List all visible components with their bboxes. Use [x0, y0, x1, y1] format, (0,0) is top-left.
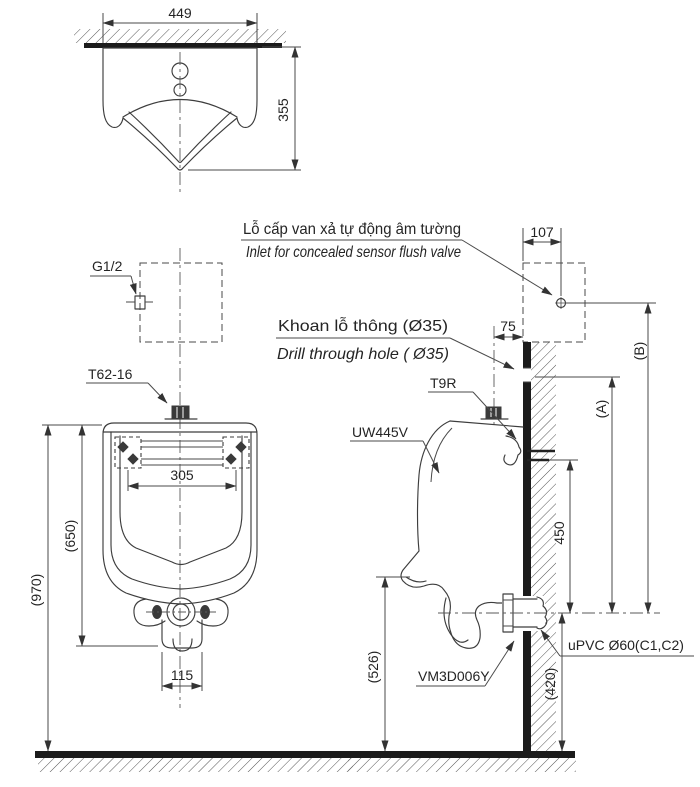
dim-rim-height-front-value: (650): [62, 519, 78, 553]
outlet-flange-front: [134, 598, 228, 651]
dim-total-height: [28, 425, 102, 751]
inlet-note: [241, 219, 552, 295]
wall-hatch-top: [74, 29, 286, 43]
mounting-brackets: [115, 437, 249, 468]
note-drill-vi: Khoan lỗ thông (Ø35): [278, 318, 431, 335]
side-view: [241, 219, 694, 772]
dim-bracket-span: [128, 467, 236, 491]
front-shield: [120, 436, 242, 565]
spud-pipe-side: [504, 436, 521, 465]
dim-rim-height-front: [62, 425, 158, 646]
dim-drill-offset-value: 75: [500, 318, 516, 334]
model-label: UW445V: [352, 424, 409, 440]
floor-line-front: [35, 751, 353, 758]
note-inlet-en: Inlet for concealed sensor flush valve: [246, 244, 462, 261]
spud-symbol-front: [172, 406, 189, 419]
supply-label: G1/2: [92, 258, 123, 274]
dim-outlet-width: [162, 652, 202, 691]
dim-bracket-span-value: 305: [170, 467, 194, 483]
note-drill-en: Drill through hole ( Ø35): [277, 346, 449, 363]
supply-callout: [90, 258, 153, 309]
dim-outlet-width-value: 115: [170, 667, 194, 683]
dim-top-depth-value: 355: [275, 98, 291, 122]
dim-rim-height-side-value: (526): [365, 650, 381, 684]
wall-line-top: [84, 43, 282, 48]
spud-label-front: T62-16: [88, 366, 133, 382]
floor-hatch-front: [38, 758, 353, 772]
dim-spud-to-outlet-value: 450: [551, 521, 567, 545]
dim-a-value: (A): [593, 399, 609, 419]
dim-top-width-value: 449: [168, 5, 192, 21]
drill-hole: [523, 368, 531, 382]
spud-callout-side: [428, 375, 516, 439]
dim-inlet-offset-value: 107: [530, 224, 554, 240]
dim-b-value: (B): [631, 341, 647, 361]
floor-line-side: [345, 751, 575, 758]
drain-fitting-label: VM3D006Y: [418, 668, 490, 684]
top-view: [74, 5, 301, 195]
drill-note: [276, 316, 514, 369]
dim-b: [566, 303, 656, 613]
pipe-label: uPVC Ø60(C1,C2): [568, 637, 684, 653]
dim-rim-height-side: [365, 577, 410, 751]
spud-label-side: T9R: [430, 375, 457, 391]
note-inlet-vi: Lỗ cấp van xả tự động âm tường: [243, 221, 477, 238]
pipe-callout: [541, 630, 694, 656]
dim-inlet-offset: [523, 224, 561, 296]
dim-top-depth: [188, 47, 301, 170]
dim-total-height-value: (970): [28, 573, 44, 607]
floor-hatch-side: [348, 758, 576, 772]
dim-outlet-height-value: (420): [542, 667, 558, 701]
outlet-stub-front: [162, 620, 202, 648]
